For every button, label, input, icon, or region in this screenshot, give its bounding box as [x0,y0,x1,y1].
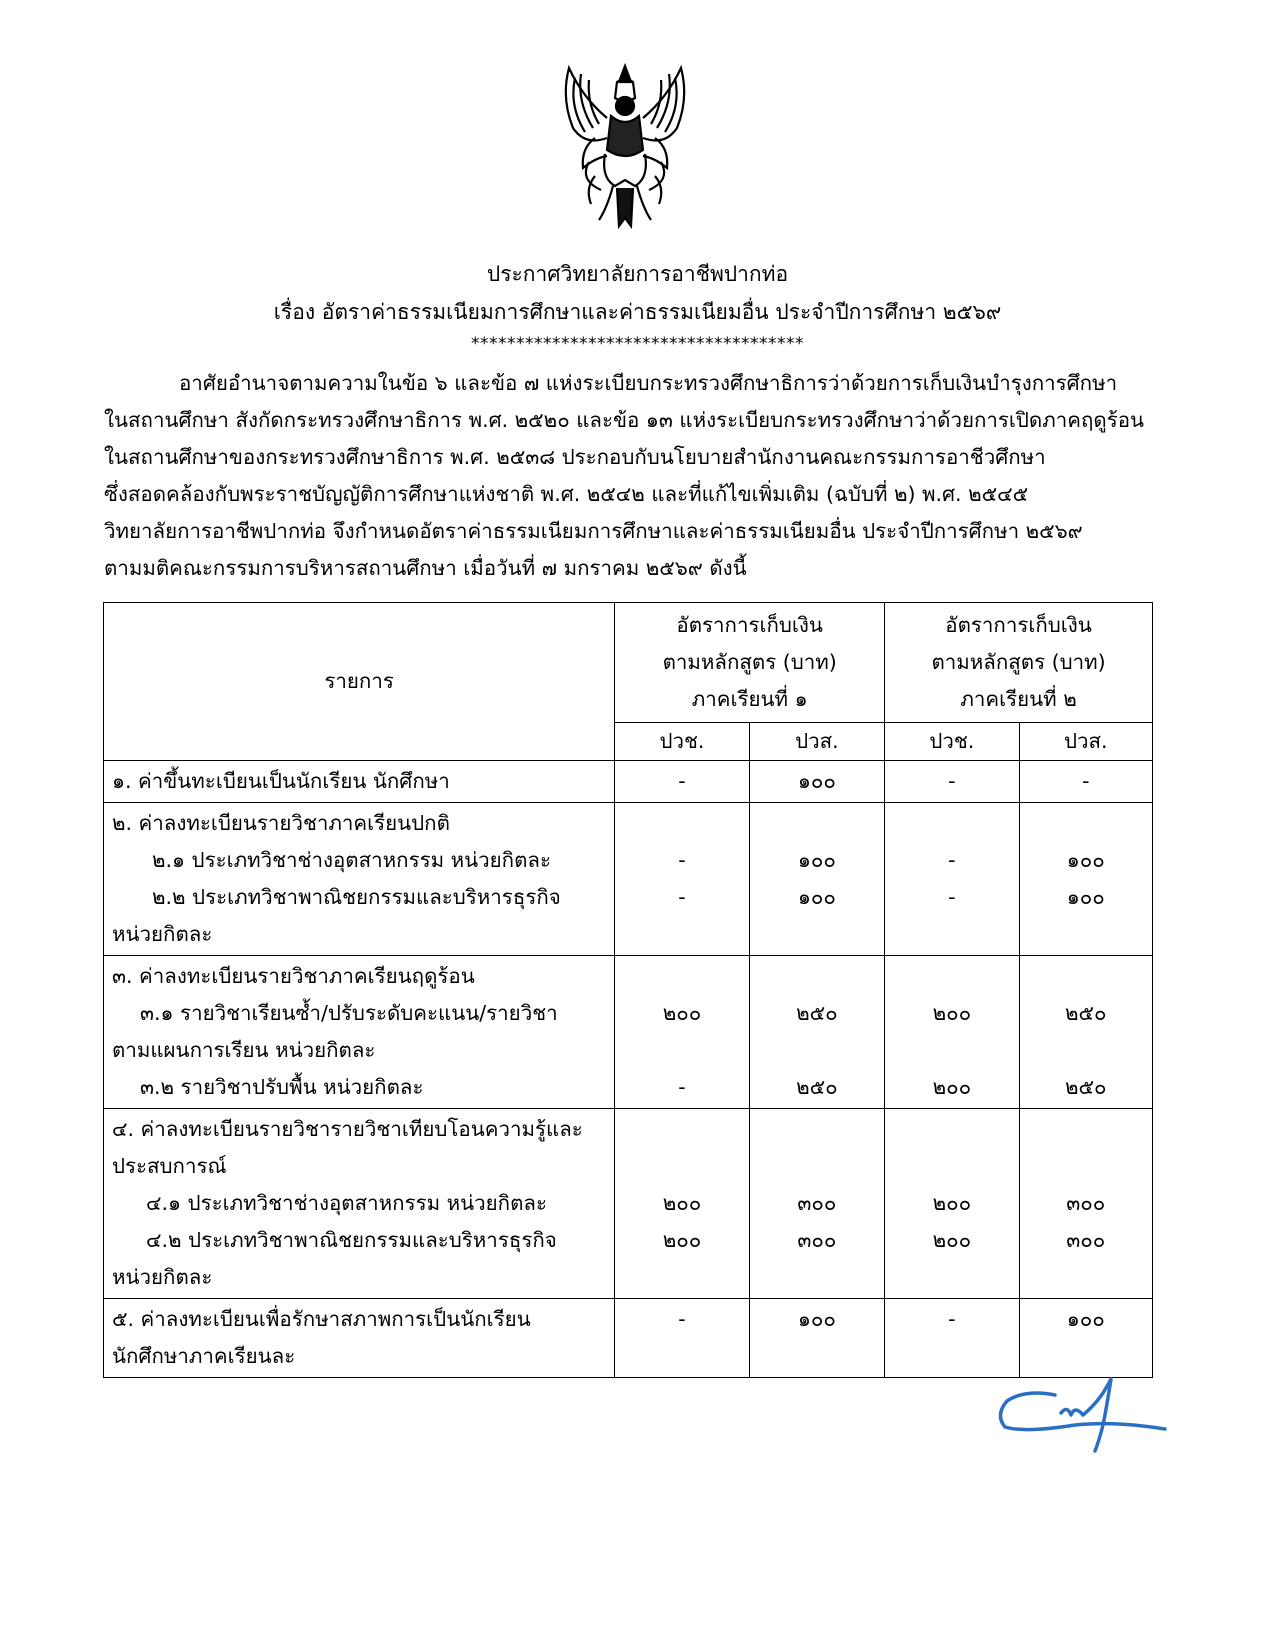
value-cell: ๑๐๐ ๑๐๐ [749,803,884,956]
value-cell: ๓๐๐ ๓๐๐ [749,1109,884,1299]
fee-table [103,602,1153,1378]
item-cell: ๔. ค่าลงทะเบียนรายวิชารายวิชาเทียบโอนความรู้และ ประสบการณ์ ๔.๑ ประเภทวิชาช่างอุตสาหกรรม หน่วยกิตละ ๔.๒ ประเภทวิชาพาณิชยกรรมและบริหารธุรกิจ หน่วยกิตละ [104,1109,615,1299]
value-cell: ๒๐๐ ๒๐๐ [885,1109,1019,1299]
value-cell: - - [885,803,1019,956]
table-header-row [104,603,1153,723]
table-row [104,803,1153,956]
value-cell: ๒๕๐ ๒๕๐ [749,956,884,1109]
separator-line: ************************************* [471,334,804,354]
value-cell: ๑๐๐ [749,761,884,803]
value-cell: - [615,1299,749,1378]
value-cell: ๓๐๐ ๓๐๐ [1019,1109,1152,1299]
value-cell: ๑๐๐ [1019,1299,1152,1378]
item-cell: ๒. ค่าลงทะเบียนรายวิชาภาคเรียนปกติ ๒.๑ ประเภทวิชาช่างอุตสาหกรรม หน่วยกิตละ ๒.๒ ประเภทวิชาพาณิชยกรรมและบริหารธุรกิจ หน่วยกิตละ [104,803,615,956]
announcement-body [104,365,1170,587]
value-cell: - [885,1299,1019,1378]
semester-1-header: อัตราการเก็บเงิน ตามหลักสูตร (บาท) ภาคเรียนที่ ๑ [615,603,885,723]
sub-header-high-vocational-cert: ปวส. [749,723,884,761]
body-line: อาศัยอำนาจตามความในข้อ ๖ และข้อ ๗ แห่งระเบียบกระทรวงศึกษาธิการว่าด้วยการเก็บเงินบำรุงการศึกษา [179,371,1118,395]
table-row [104,956,1153,1109]
body-line: วิทยาลัยการอาชีพปากท่อ จึงกำหนดอัตราค่าธรรมเนียมการศึกษาและค่าธรรมเนียมอื่น ประจำปีการศึกษา ๒๕๖๙ [104,519,1083,543]
value-cell: ๑๐๐ ๑๐๐ [1019,803,1152,956]
body-line: ตามมติคณะกรรมการบริหารสถานศึกษา เมื่อวันที่ ๗ มกราคม ๒๕๖๙ ดังนี้ [104,556,747,580]
garuda-emblem [555,58,695,233]
item-column-header: รายการ [104,603,615,761]
value-cell: ๑๐๐ [749,1299,884,1378]
body-line: ซึ่งสอดคล้องกับพระราชบัญญัติการศึกษาแห่งชาติ พ.ศ. ๒๕๔๒ และที่แก้ไขเพิ่มเติม (ฉบับที่ ๒) พ.ศ. ๒๕๔๕ [104,482,1029,506]
sub-header-vocational-cert: ปวช. [885,723,1019,761]
semester-2-header: อัตราการเก็บเงิน ตามหลักสูตร (บาท) ภาคเรียนที่ ๒ [885,603,1153,723]
value-cell: ๒๐๐ ๒๐๐ [885,956,1019,1109]
table-row [104,1109,1153,1299]
signature [995,1375,1170,1455]
item-cell: ๕. ค่าลงทะเบียนเพื่อรักษาสภาพการเป็นนักเรียน นักศึกษาภาคเรียนละ [104,1299,615,1378]
table-row [104,1299,1153,1378]
value-cell: ๒๐๐ - [615,956,749,1109]
announcement-title: ประกาศวิทยาลัยการอาชีพปากท่อ [486,262,789,286]
body-line: ในสถานศึกษาของกระทรวงศึกษาธิการ พ.ศ. ๒๕๓๘ ประกอบกับนโยบายสำนักงานคณะกรรมการอาชีวศึกษา [104,445,1046,469]
sub-header-high-vocational-cert: ปวส. [1019,723,1152,761]
value-cell: - - [615,803,749,956]
announcement-subject: เรื่อง อัตราค่าธรรมเนียมการศึกษาและค่าธรรมเนียมอื่น ประจำปีการศึกษา ๒๕๖๙ [273,300,1002,324]
body-line: ในสถานศึกษา สังกัดกระทรวงศึกษาธิการ พ.ศ. ๒๕๒๐ และข้อ ๑๓ แห่งระเบียบกระทรวงศึกษาว่าด้วยการเปิดภาคฤดูร้อน [104,408,1145,432]
item-cell: ๓. ค่าลงทะเบียนรายวิชาภาคเรียนฤดูร้อน ๓.๑ รายวิชาเรียนซ้ำ/ปรับระดับคะแนน/รายวิชา ตามแผนการเรียน หน่วยกิตละ ๓.๒ รายวิชาปรับพื้น หน่วยกิตละ [104,956,615,1109]
value-cell: ๒๕๐ ๒๕๐ [1019,956,1152,1109]
value-cell: - [885,761,1019,803]
table-row [104,761,1153,803]
sub-header-vocational-cert: ปวช. [615,723,749,761]
item-cell: ๑. ค่าขึ้นทะเบียนเป็นนักเรียน นักศึกษา [104,761,615,803]
value-cell: ๒๐๐ ๒๐๐ [615,1109,749,1299]
value-cell: - [615,761,749,803]
value-cell: - [1019,761,1152,803]
